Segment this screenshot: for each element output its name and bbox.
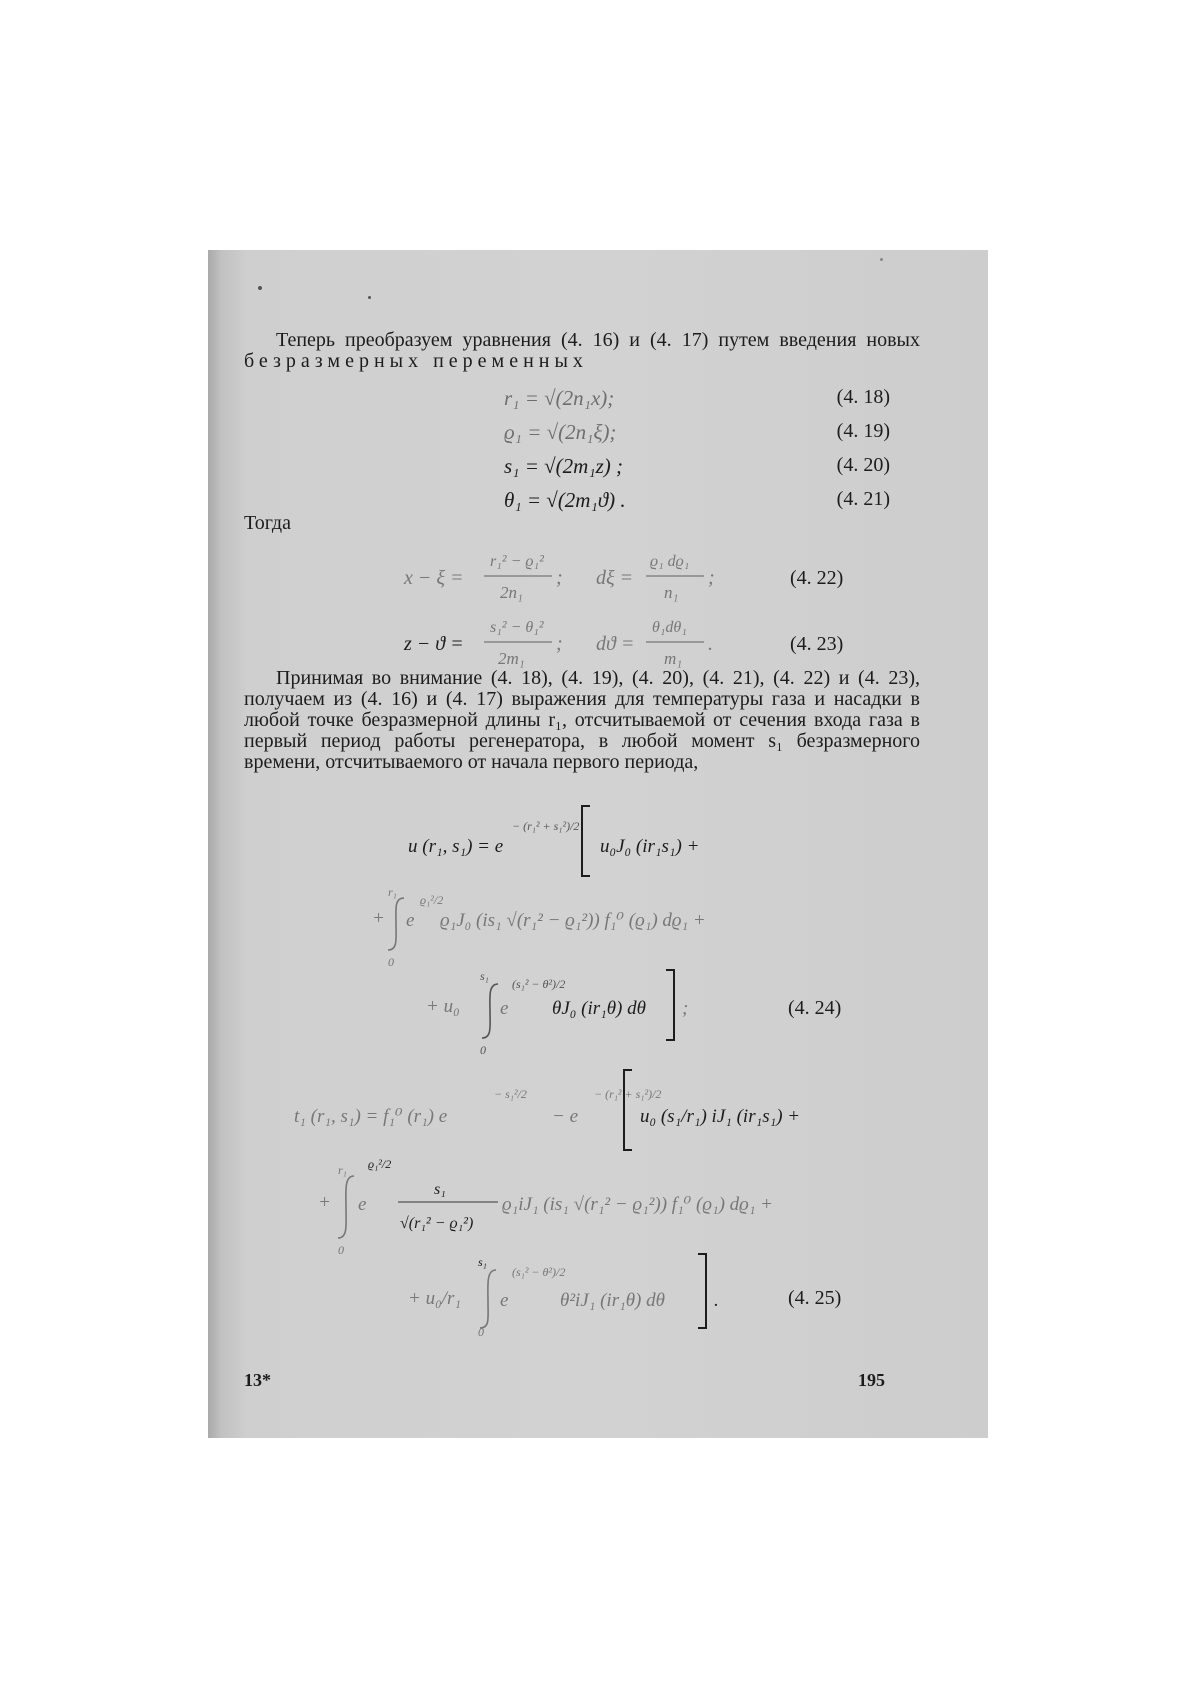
signature-mark: 13* (244, 1370, 271, 1390)
intro-spaced-text: безразмерных переменных (244, 350, 588, 372)
equation-4-24 (208, 800, 988, 1058)
svg-text:+: + (372, 908, 385, 929)
integral-sign (482, 984, 498, 1038)
equation-number: (4. 18) (836, 386, 890, 408)
eq25-line2-lower-limit: 0 (338, 1243, 344, 1257)
eq22-lhs2: dξ = (596, 567, 634, 589)
ink-speck (258, 286, 262, 290)
equation-number: (4. 19) (836, 420, 890, 442)
equation-4-25 (208, 1058, 988, 1336)
main-paragraph: Принимая во внимание (4. 18), (4. 19), (4. 20), (4. 21), (4. 22) и (4. 23), получаем из (4. 16) и (4. 17) выражения для температуры газа и насадки в любой точке безразмерной длины r₁, отсчитываемой от сечения входа газа в первый период работы регенератора, в любой момент s₁ безразмерного времени, отсчитываемого от начала первого периода, (244, 667, 920, 773)
eq24-line2-upper-limit: r₁ (388, 885, 397, 899)
intro-text: Теперь преобразуем уравнения (4. 16) и (4. 17) путем введения новых (276, 329, 920, 351)
eq25-line2-fraction-denominator: √(r₁² − ϱ₁²) (400, 1215, 474, 1232)
equation-expression: r₁ = √(2n₁x); (504, 386, 615, 410)
right-bracket (698, 1254, 706, 1328)
eq25-line3-exponent: (s₁² − θ²)/2 (512, 1265, 566, 1279)
equation-4-19 (208, 420, 988, 454)
integral-sign (388, 898, 404, 950)
eq23-den1: 2m₁ (498, 649, 525, 668)
integral-sign (480, 1270, 496, 1328)
svg-text:.: . (714, 1290, 719, 1311)
eq25-line1-mid: − e (552, 1106, 579, 1127)
eq24-line2-e: e (406, 910, 415, 931)
equation-expression: s₁ = √(2m₁z) ; (504, 454, 624, 478)
equation-number: (4. 21) (836, 488, 890, 510)
eq25-line2-upper-limit: r₁ (338, 1163, 347, 1177)
eq24-line2-lower-limit: 0 (388, 955, 394, 969)
eq23-num1: s₁² − θ₁² (490, 619, 544, 636)
eq22-den1: 2n₁ (500, 583, 523, 602)
eq22-lhs1: x − ξ = (404, 567, 464, 589)
equation-expression: ϱ₁ = √(2n₁ξ); (504, 420, 617, 444)
svg-text:.: . (708, 633, 713, 655)
eq24-line1-body: u₀J₀ (ir₁s₁) + (600, 836, 700, 857)
equation-4-18 (208, 386, 988, 420)
eq25-line2-e: e (358, 1194, 367, 1215)
eq23-num2: θ₁dθ₁ (652, 619, 687, 636)
eq25-line1-exponent2: − (r₁² + s₁²)/2 (594, 1087, 662, 1101)
eq25-line3-e: e (500, 1290, 509, 1311)
equation-number: (4. 23) (790, 633, 844, 655)
scanned-page (208, 250, 988, 1438)
svg-text:;: ; (556, 633, 563, 655)
svg-text:;: ; (556, 567, 563, 589)
eq23-lhs1: z − ϑ = (404, 633, 464, 655)
eq25-line2-fraction-numerator: s₁ (434, 1181, 446, 1198)
eq25-line3-body: θ²iJ₁ (ir₁θ) dθ (560, 1290, 665, 1311)
svg-text:+: + (318, 1192, 331, 1213)
eq22-den2: n₁ (664, 583, 679, 602)
intro-paragraph (244, 330, 920, 372)
eq25-line3-lower-limit: 0 (478, 1325, 484, 1336)
ink-speck (880, 258, 883, 261)
eq23-lhs2: dϑ = (596, 633, 635, 655)
left-bracket (624, 1070, 632, 1150)
eq24-line2-exponent: ϱ₁²/2 (420, 893, 444, 907)
eq25-line1-exponent1: − s₁²/2 (494, 1087, 527, 1101)
eq23-den2: m₁ (664, 649, 683, 668)
eq25-line1-body: u₀ (s₁/r₁) iJ₁ (ir₁s₁) + (640, 1106, 801, 1127)
equation-4-21 (208, 488, 988, 522)
eq25-line2-body: ϱ₁iJ₁ (is₁ √(r₁² − ϱ₁²)) f₁⁰ (ϱ₁) dϱ₁ + (502, 1194, 774, 1215)
eq22-num1: r₁² − ϱ₁² (490, 553, 544, 570)
equation-number: (4. 20) (836, 454, 890, 476)
eq24-line3-pre: + u₀ (426, 996, 460, 1017)
eq25-line3-upper-limit: s₁ (478, 1255, 487, 1269)
integral-sign (338, 1176, 354, 1238)
eq25-line3-pre: + u₀/r₁ (408, 1288, 461, 1309)
eq24-line3-upper-limit: s₁ (480, 969, 489, 983)
equation-number: (4. 22) (790, 567, 844, 589)
eq24-line3-body: θJ₀ (ir₁θ) dθ (552, 998, 646, 1019)
equation-4-22 (208, 542, 988, 608)
equation-4-20 (208, 454, 988, 488)
eq24-line3-exponent: (s₁² − θ²)/2 (512, 977, 566, 991)
equation-expression: θ₁ = √(2m₁ϑ) . (504, 488, 626, 512)
equation-4-23 (208, 608, 988, 674)
eq24-line2-body: ϱ₁J₀ (is₁ √(r₁² − ϱ₁²)) f₁⁰ (ϱ₁) dϱ₁ + (440, 910, 706, 931)
eq25-line2-exponent: ϱ₁²/2 (368, 1157, 392, 1171)
eq25-line1-lhs: t₁ (r₁, s₁) = f₁⁰ (r₁) e (294, 1106, 448, 1127)
eq24-line3-e: e (500, 998, 509, 1019)
eq24-line3-lower-limit: 0 (480, 1043, 486, 1057)
togda-word: Тогда (244, 512, 291, 534)
equation-number: (4. 24) (788, 997, 842, 1019)
eq24-line1-lhs: u (r₁, s₁) = e (408, 836, 504, 857)
svg-text:;: ; (682, 998, 689, 1019)
left-bracket (582, 806, 590, 876)
ink-speck (368, 296, 371, 299)
svg-text:;: ; (708, 567, 715, 589)
eq22-num2: ϱ₁ dϱ₁ (650, 553, 690, 570)
right-bracket (666, 970, 674, 1040)
page-number: 195 (858, 1370, 885, 1390)
eq24-line1-exponent: − (r₁² + s₁²)/2 (512, 819, 580, 833)
equation-number: (4. 25) (788, 1287, 842, 1309)
